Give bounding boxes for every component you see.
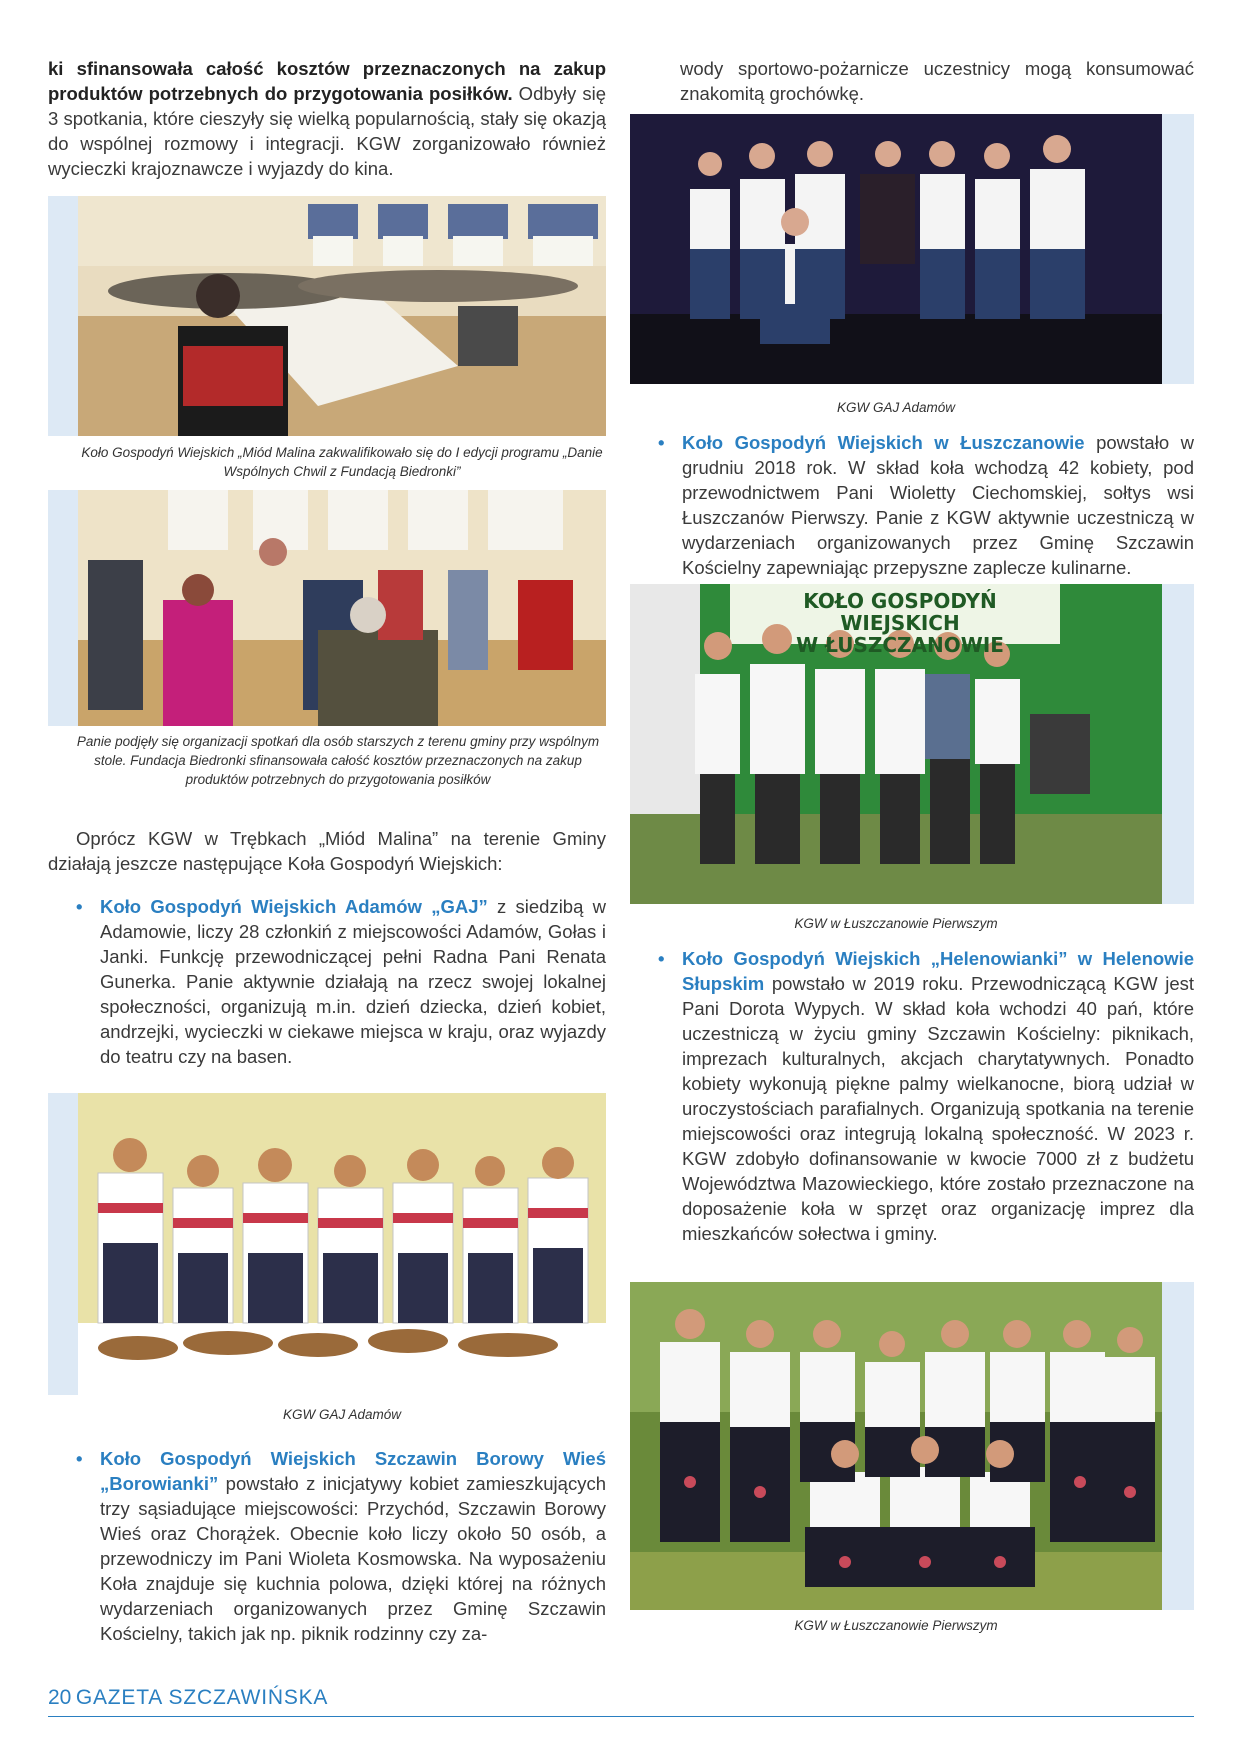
intro-paragraph [48,56,606,181]
publication-title: GAZETA SZCZAWIŃSKA [75,1686,329,1709]
right-body-1 [630,430,1194,580]
list-item [630,946,1194,1246]
kgw-description: powstało w grudniu 2018 rok. W skład koła wchodzą 42 kobiety, pod przewodnictwem Pani Wioletty Ciechomskiej, sołtys wsi Łuszczanów Pierwszy. Panie z KGW aktywnie uczestniczą w wydarzeniach organizowanych przez Gminę Szczawin Kościelny zapewniając przepyszne zaplecze kulinarne. [682,432,1194,578]
photo-luszczanow-tent [630,584,1194,904]
kgw-list-left-2 [48,1446,606,1646]
kgw-name: Koło Gospodyń Wiejskich „Helenowianki” w Helenowie Słupskim [682,948,1194,994]
paragraph-other-kgw: Oprócz KGW w Trębkach „Miód Malina” na terenie Gminy działają jeszcze następujące Koła Gospodyń Wiejskich: [48,828,606,874]
caption-luszczanow-2: KGW w Łuszczanowie Pierwszym [794,1618,998,1633]
left-body-2 [48,1446,606,1646]
page-number: 20 [48,1686,72,1709]
continued-text: wody sportowo-pożarnicze uczestnicy mogą konsumować znakomitą grochówkę. [680,58,1194,104]
kgw-name: Koło Gospodyń Wiejskich Szczawin Borowy Wieś „Borowianki” [100,1448,606,1494]
left-column [48,56,606,181]
kgw-list-left-1 [48,894,606,1069]
left-body [48,826,606,1069]
intro-bold: ki sfinansowała całość kosztów przeznaczonych na zakup produktów potrzebnych do przygotowania posiłków. [48,58,606,104]
caption-gaj-adamow: KGW GAJ Adamów [836,400,956,415]
page-footer [48,1686,1194,1717]
caption-luszczanow-1: KGW w Łuszczanowie Pierwszym [794,916,998,931]
kgw-description: powstało w 2019 roku. Przewodniczącą KGW jest Pani Dorota Wypych. W skład koła wchodzi 40 pań, które uczestniczą w życiu gminy Szczawin Kościelny: piknikach, imprezach kulturalnych, akcjach charytatywnych. Ponadto kobiety wykonują piękne palmy wielkanocne, biorą udział w uroczystościach parafialnych. Organizują spotkania na terenie miejscowości oraz integrują lokalną społeczność. W 2023 r. KGW zdobyło dofinansowanie w kwocie 7000 zł z budżetu Województwa Mazowieckiego, które zostało przeznaczone na doposażenie koła w sprzęt oraz organizację imprez dla mieszkańców sołectwa i gminy. [682,973,1194,1244]
list-item [48,1446,606,1646]
kgw-description: powstało z inicjatywy kobiet zamieszkujących trzy sąsiadujące miejscowości: Przychód, Szczawin Borowy Wieś oraz Chorążek. Obecnie koło liczy około 50 osób, a przewodniczy im Pani Wioleta Kosmowska. Na wyposażeniu Koła znajduje się kuchnia polowa, dzięki której na różnych wydarzeniach organizowanych przez Gminę Szczawin Kościelny, takich jak np. piknik rodzinny czy za- [100,1473,606,1644]
photo-luszczanow-folk-group [630,1282,1194,1610]
caption-dancing: Panie podjęły się organizacji spotkań dla osób starszych z terenu gminy przy wspólnym stole. Fundacja Biedronki sfinansowała całość kosztów przeznaczonych na zakup produktów potrzebnych do przygotowania posiłków [76,734,600,787]
kgw-description: z siedzibą w Adamowie, liczy 28 członkiń z miejscowości Adamów, Gołas i Janki. Funkcję przewodniczącej pełni Radna Pani Renata Gunerka. Panie aktywnie działają na rzecz swojej lokalnej społeczności, organizują m.in. dzień dziecka, dzień kobiet, andrzejki, wycieczki w ciekawe miejsca w kraju, oraz wyjazdy do teatru czy na basen. [100,896,607,1067]
photo-dining-hall [48,196,606,436]
banner-text [750,590,1050,656]
right-body-2 [630,946,1194,1246]
intro-rest: Odbyły się 3 spotkania, które cieszyły się wielką popularnością, stały się okazją do wspólnej rozmowy i integracji. KGW zorganizowało również wycieczki krajoznawcze i wyjazdy do kina. [48,83,606,179]
photo-dancing [48,490,606,726]
right-top-text [680,56,1194,106]
caption-gaj-adamow-2: KGW GAJ Adamów [282,1407,402,1422]
kgw-list-right-1 [630,430,1194,580]
banner-line-2: W ŁUSZCZANOWIE [796,633,1004,657]
list-item [48,894,606,1069]
list-item [630,430,1194,580]
kgw-name: Koło Gospodyń Wiejskich w Łuszczanowie [682,432,1085,453]
banner-line-1: KOŁO GOSPODYŃ WIEJSKICH [803,589,997,635]
kgw-name: Koło Gospodyń Wiejskich Adamów „GAJ” [100,896,488,917]
caption-dining-hall: Koło Gospodyń Wiejskich „Miód Malina zakwalifikowało się do I edycji programu „Danie Wspólnych Chwil z Fundacją Biedronki” [81,445,603,479]
photo-gaj-adamow-stage [630,114,1194,384]
photo-gaj-adamow-buffet [48,1093,606,1395]
kgw-list-right-2 [630,946,1194,1246]
